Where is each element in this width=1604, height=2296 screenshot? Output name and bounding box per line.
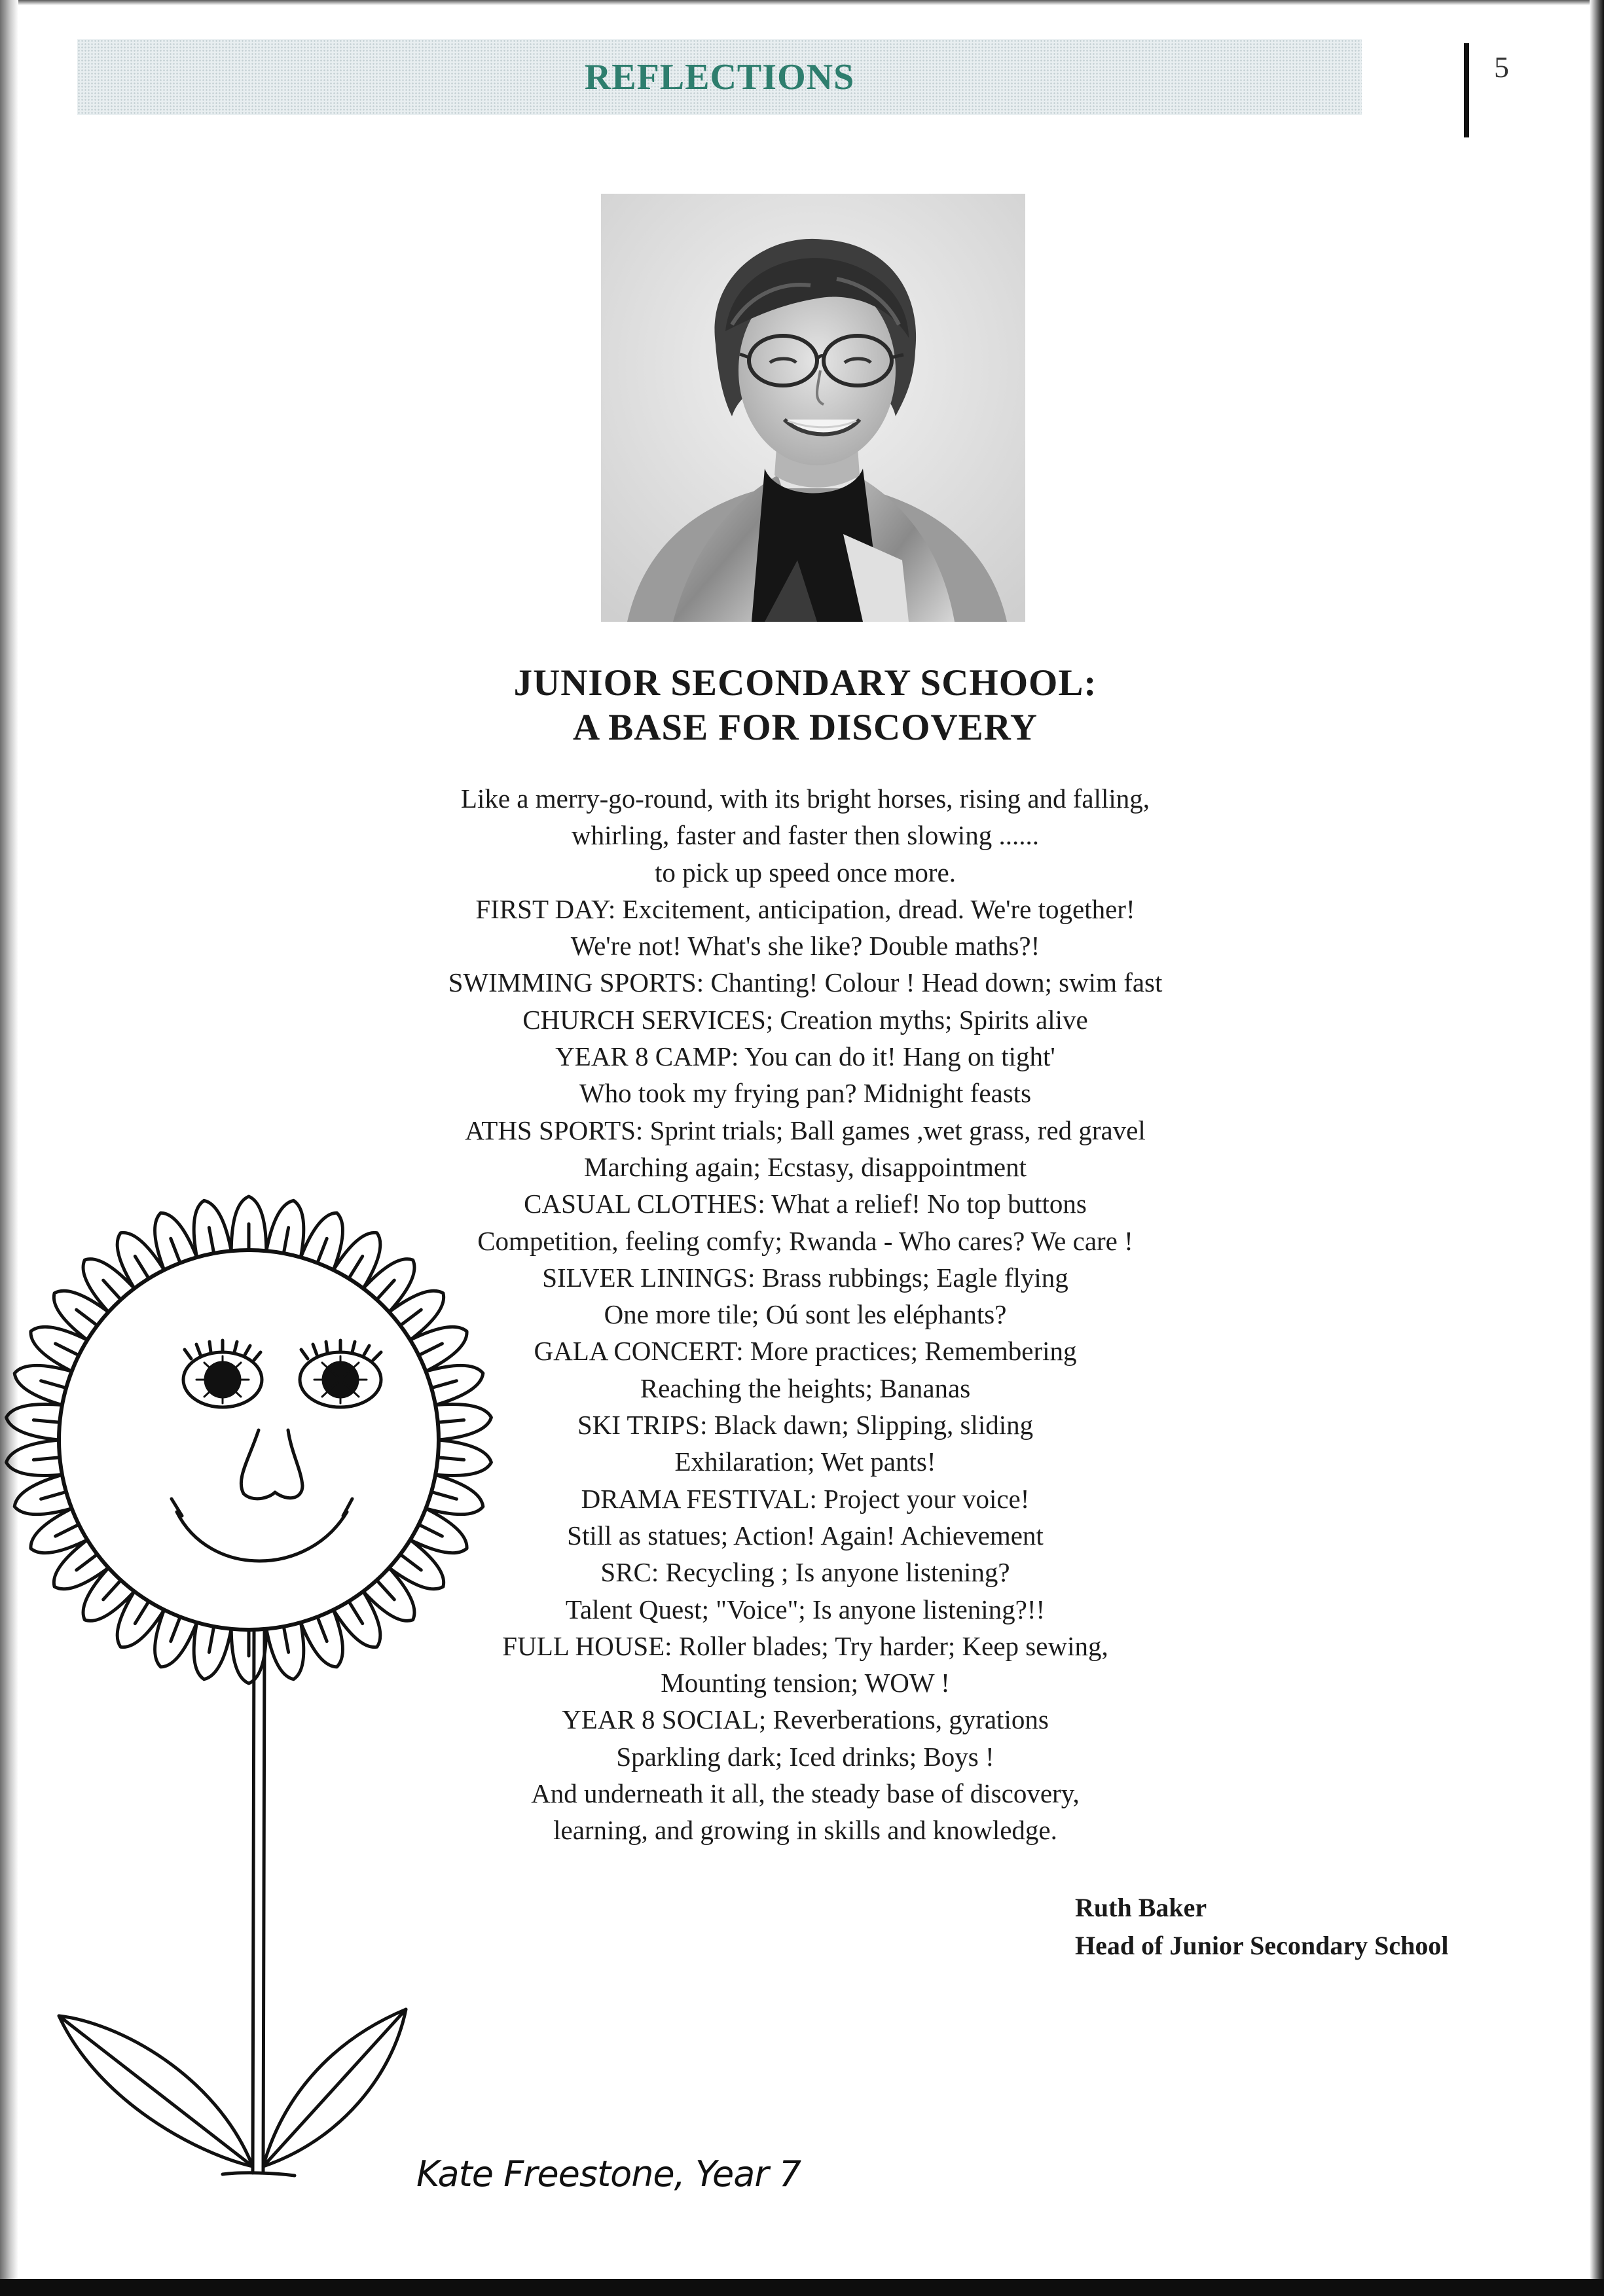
sunflower-petals [7, 1196, 492, 1683]
poem-line: whirling, faster and faster then slowing ...... [572, 820, 1039, 851]
sunflower-illustration [0, 1172, 589, 2193]
right-eye [300, 1340, 381, 1407]
sunflower-drawing [0, 1172, 589, 2193]
header-band [77, 39, 1362, 115]
poem-line: CASUAL CLOTHES: What a relief! No top buttons [524, 1189, 1087, 1219]
page-bottom-edge [0, 2279, 1604, 2296]
author-name: Ruth Baker [1075, 1893, 1207, 1922]
poem-line: CHURCH SERVICES; Creation myths; Spirits alive [522, 1004, 1088, 1035]
poem-line: GALA CONCERT: More practices; Remembering [534, 1336, 1077, 1367]
poem-line: Still as statues; Action! Again! Achievement [567, 1520, 1044, 1551]
poem-line: learning, and growing in skills and knowledge. [553, 1815, 1057, 1846]
poem-line: ATHS SPORTS: Sprint trials; Ball games ,wet grass, red gravel [465, 1115, 1146, 1145]
poem-line: Exhilaration; Wet pants! [674, 1446, 936, 1477]
poem-line: Reaching the heights; Bananas [640, 1372, 971, 1403]
poem-line: Talent Quest; "Voice"; Is anyone listening?!! [565, 1594, 1046, 1624]
article-title-line1: JUNIOR SECONDARY SCHOOL: [513, 662, 1097, 704]
portrait-illustration [601, 194, 1025, 622]
portrait-photo [601, 194, 1025, 622]
poem-line: FIRST DAY: Excitement, anticipation, dread. We're together! [475, 893, 1135, 924]
poem-line: Competition, feeling comfy; Rwanda - Who cares? We care ! [477, 1225, 1133, 1256]
poem-line: One more tile; Oú sont les eléphants? [604, 1299, 1007, 1330]
poem-line: Sparkling dark; Iced drinks; Boys ! [616, 1741, 994, 1772]
poem-line: We're not! What's she like? Double maths?! [570, 931, 1040, 961]
page-number-rule [1464, 43, 1469, 137]
poem-line: SWIMMING SPORTS: Chanting! Colour ! Head down; swim fast [448, 967, 1163, 998]
poem-line: SILVER LININGS: Brass rubbings; Eagle flying [542, 1262, 1068, 1293]
poem-line: Mounting tension; WOW ! [661, 1668, 950, 1698]
poem-line: YEAR 8 CAMP: You can do it! Hang on tight' [555, 1041, 1055, 1072]
poem-line: YEAR 8 SOCIAL; Reverberations, gyrations [562, 1704, 1049, 1735]
page-top-edge [0, 0, 1604, 5]
poem-line: Marching again; Ecstasy, disappointment [584, 1151, 1027, 1182]
author-signature [1075, 1889, 1448, 1965]
article-title [340, 661, 1270, 750]
poem-line: to pick up speed once more. [655, 857, 956, 888]
poem-line: And underneath it all, the steady base of discovery, [531, 1778, 1080, 1809]
artist-credit: Kate Freestone, Year 7 [416, 2153, 801, 2195]
poem-line: SKI TRIPS: Black dawn; Slipping, sliding [577, 1410, 1034, 1441]
author-role: Head of Junior Secondary School [1075, 1931, 1449, 1960]
page-number: 5 [1494, 50, 1509, 84]
poem-line: SRC: Recycling ; Is anyone listening? [600, 1557, 1010, 1588]
poem-line: Who took my frying pan? Midnight feasts [579, 1078, 1032, 1109]
poem-line: DRAMA FESTIVAL: Project your voice! [581, 1483, 1030, 1514]
article-title-line2: A BASE FOR DISCOVERY [572, 707, 1038, 748]
petal-ring [7, 1196, 492, 1683]
poem-line: FULL HOUSE: Roller blades; Try harder; Keep sewing, [502, 1630, 1108, 1661]
left-eye [183, 1340, 262, 1407]
poem-line: Like a merry-go-round, with its bright horses, rising and falling, [460, 783, 1150, 814]
page-right-edge [1590, 0, 1604, 2296]
section-title: REFLECTIONS [584, 57, 855, 98]
